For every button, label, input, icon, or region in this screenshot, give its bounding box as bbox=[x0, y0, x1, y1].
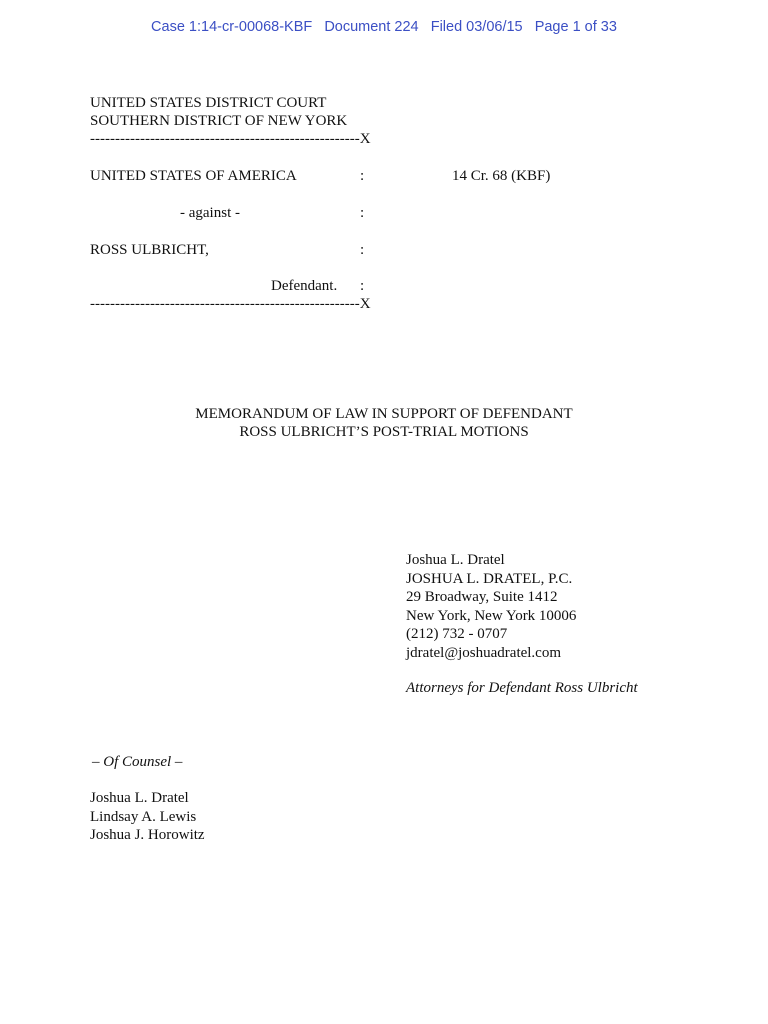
caption-rule-bottom: ------------------------------------------------------X bbox=[90, 296, 371, 312]
court-name-line1: UNITED STATES DISTRICT COURT bbox=[90, 95, 327, 111]
caption-colon: : bbox=[360, 205, 365, 221]
attorney-name: Joshua L. Dratel bbox=[406, 552, 505, 568]
address-line1: 29 Broadway, Suite 1412 bbox=[406, 589, 558, 605]
ecf-header-stamp: Case 1:14-cr-00068-KBF Document 224 Filed 03/06/15 Page 1 of 33 bbox=[151, 19, 617, 35]
phone-number: (212) 732 - 0707 bbox=[406, 626, 508, 642]
of-counsel-list bbox=[90, 789, 205, 845]
counsel-name: Joshua J. Horowitz bbox=[90, 827, 205, 843]
counsel-name: Joshua L. Dratel bbox=[90, 790, 189, 806]
case-number: 14 Cr. 68 (KBF) bbox=[452, 168, 551, 184]
defendant-name: ROSS ULBRICHT, bbox=[90, 242, 209, 258]
email-address: jdratel@joshuadratel.com bbox=[406, 644, 562, 661]
attorney-role: Attorneys for Defendant Ross Ulbricht bbox=[406, 680, 638, 696]
caption-colon: : bbox=[360, 168, 365, 184]
attorney-block bbox=[406, 551, 576, 662]
caption-colon: : bbox=[360, 242, 365, 258]
document-title-line1: MEMORANDUM OF LAW IN SUPPORT OF DEFENDANT bbox=[195, 406, 573, 422]
address-line2: New York, New York 10006 bbox=[406, 607, 577, 624]
court-name-line2: SOUTHERN DISTRICT OF NEW YORK bbox=[90, 113, 348, 129]
of-counsel-heading: – Of Counsel – bbox=[92, 754, 183, 770]
caption-rule-top: ------------------------------------------------------X bbox=[90, 131, 371, 147]
against-label: - against - bbox=[180, 205, 240, 221]
counsel-name: Lindsay A. Lewis bbox=[90, 808, 197, 825]
caption-colon: : bbox=[360, 278, 365, 294]
defendant-label: Defendant. bbox=[271, 278, 338, 294]
law-firm: JOSHUA L. DRATEL, P.C. bbox=[406, 570, 573, 587]
plaintiff-name: UNITED STATES OF AMERICA bbox=[90, 168, 297, 184]
document-title-line2: ROSS ULBRICHT’S POST-TRIAL MOTIONS bbox=[239, 424, 529, 440]
